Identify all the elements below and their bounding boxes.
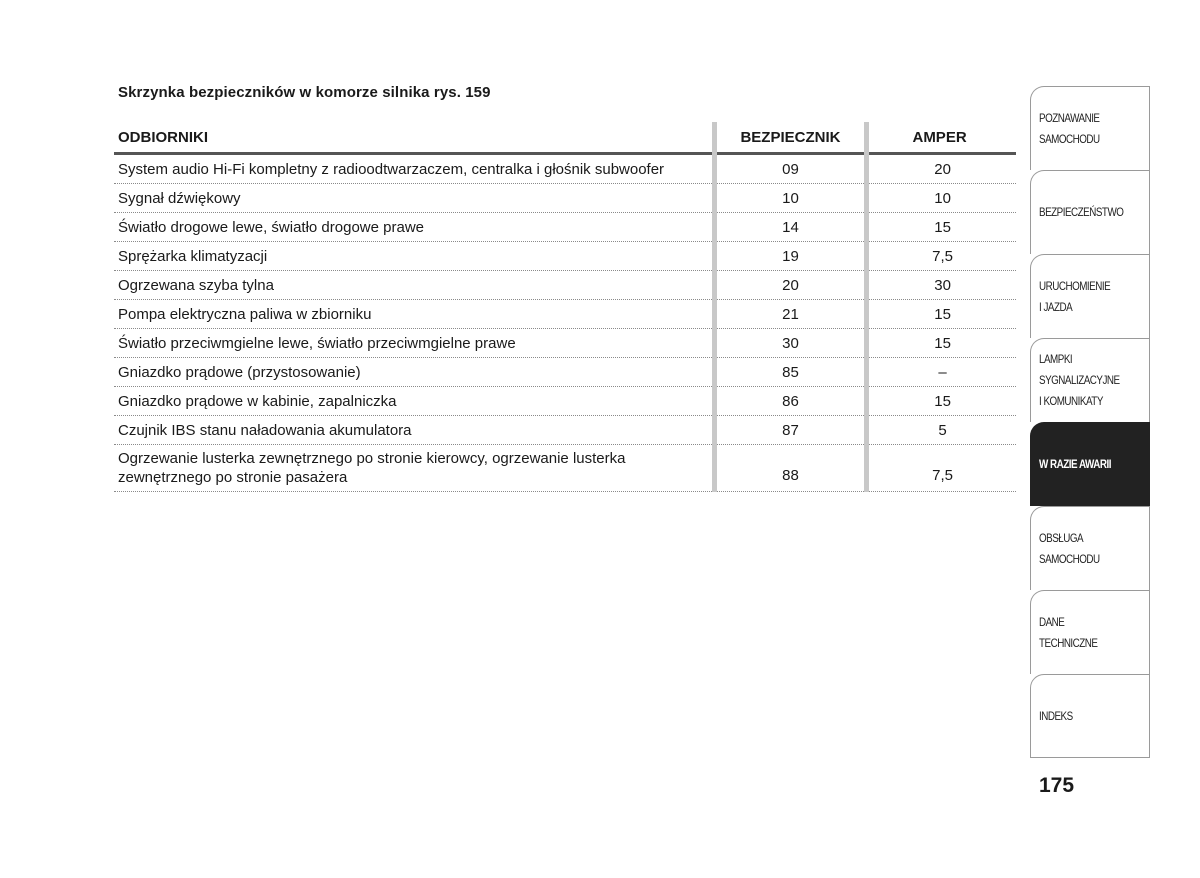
header-fuse: BEZPIECZNIK [714,122,866,154]
cell-amper: 15 [867,300,1016,329]
cell-receiver: Czujnik IBS stanu naładowania akumulatora [114,416,714,445]
cell-amper: 10 [867,184,1016,213]
cell-receiver: Gniazdko prądowe w kabinie, zapalniczka [114,387,714,416]
cell-fuse: 86 [714,387,866,416]
cell-receiver: Ogrzewana szyba tylna [114,271,714,300]
tab-uruchomienie-i-jazda[interactable] [1030,254,1150,338]
cell-receiver: Światło przeciwmgielne lewe, światło przeciwmgielne prawe [114,329,714,358]
tab-indeks[interactable] [1030,674,1150,758]
cell-receiver: Światło drogowe lewe, światło drogowe prawe [114,213,714,242]
tab-label: DANE TECHNICZNE [1039,614,1098,650]
cell-fuse: 10 [714,184,866,213]
cell-amper: 30 [867,271,1016,300]
table-row [114,242,1016,271]
table-row [114,387,1016,416]
tab-label: POZNAWANIE SAMOCHODU [1039,110,1100,146]
cell-fuse: 09 [714,154,866,184]
cell-fuse: 21 [714,300,866,329]
tab-label: W RAZIE AWARII [1039,457,1112,471]
tab-label: INDEKS [1039,708,1073,723]
tab-w-razie-awarii[interactable] [1030,422,1150,506]
cell-fuse: 14 [714,213,866,242]
tab-bezpieczeństwo[interactable] [1030,170,1150,254]
cell-receiver: Sprężarka klimatyzacji [114,242,714,271]
tab-obsługa-samochodu[interactable] [1030,506,1150,590]
table-row [114,329,1016,358]
cell-receiver: Sygnał dźwiękowy [114,184,714,213]
side-nav [1030,86,1150,758]
cell-amper: 5 [867,416,1016,445]
cell-receiver: Pompa elektryczna paliwa w zbiorniku [114,300,714,329]
table-row [114,416,1016,445]
table-body [114,154,1016,492]
table-row [114,154,1016,184]
cell-fuse: 30 [714,329,866,358]
tab-label: URUCHOMIENIE I JAZDA [1039,278,1111,314]
cell-receiver: System audio Hi-Fi kompletny z radioodtwarzaczem, centralka i głośnik subwoofer [114,154,714,184]
cell-fuse: 85 [714,358,866,387]
table-row [114,271,1016,300]
cell-amper: 15 [867,387,1016,416]
table-row [114,184,1016,213]
tab-poznawanie-samochodu[interactable] [1030,86,1150,170]
cell-fuse: 19 [714,242,866,271]
tab-label: BEZPIECZEŃSTWO [1039,205,1124,219]
tab-lampki-sygnalizacyjne-i-komunikaty[interactable] [1030,338,1150,422]
cell-receiver: Gniazdko prądowe (przystosowanie) [114,358,714,387]
cell-fuse: 20 [714,271,866,300]
tab-label: OBSŁUGA SAMOCHODU [1039,530,1100,566]
page-number: 175 [1039,774,1075,797]
cell-amper: 7,5 [867,445,1016,492]
table-row [114,445,1016,492]
cell-receiver: Ogrzewanie lusterka zewnętrznego po stronie kierowcy, ogrzewanie lusterka zewnętrznego po stronie pasażera [114,445,714,492]
header-amper: AMPER [867,122,1016,154]
cell-amper: 15 [867,329,1016,358]
header-receivers: ODBIORNIKI [114,122,714,154]
fuse-table [114,122,1016,492]
section-title: Skrzynka bezpieczników w komorze silnika rys. 159 [118,84,491,101]
table-row [114,213,1016,242]
cell-amper: 7,5 [867,242,1016,271]
cell-amper: 20 [867,154,1016,184]
cell-amper: 15 [867,213,1016,242]
tab-label: LAMPKI SYGNALIZACYJNE I KOMUNIKATY [1039,352,1120,408]
cell-fuse: 87 [714,416,866,445]
cell-fuse: 88 [714,445,866,492]
table-row [114,300,1016,329]
tab-dane-techniczne[interactable] [1030,590,1150,674]
table-row [114,358,1016,387]
cell-amper: – [867,358,1016,387]
table-header-row [114,122,1016,154]
